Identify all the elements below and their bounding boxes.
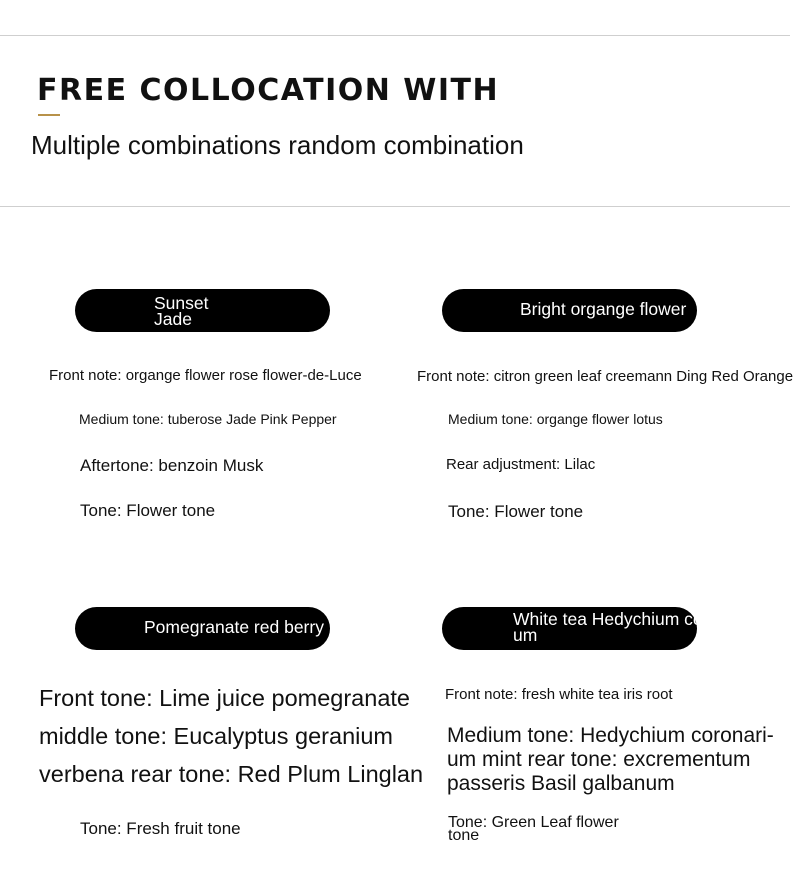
front-note: Front note: citron green leaf creemann Ding Red Orange: [417, 368, 793, 385]
product-name-line: Pomegranate red berry: [144, 617, 324, 637]
section-subtitle: Multiple combinations random combination: [31, 130, 524, 160]
medium-tone: Medium tone: Hedychium coronari-um mint rear tone: excrementum passeris Basil galbanum: [447, 724, 774, 795]
aftertone: Aftertone: benzoin Musk: [80, 456, 264, 475]
product-name-line: White tea Hedychium coronari: [513, 609, 748, 629]
top-divider: [0, 35, 790, 36]
tone: Tone: Fresh fruit tone: [80, 819, 241, 838]
product-name-pill: [442, 289, 697, 332]
product-name-pill: [75, 607, 330, 650]
rear-adjustment: Rear adjustment: Lilac: [446, 456, 596, 473]
front-note: Front note: fresh white tea iris root: [445, 686, 673, 703]
front-tone: Front tone: Lime juice pomegranate middle tone: Eucalyptus geranium verbena rear tone: Red Plum Linglan: [39, 685, 424, 787]
tone: Tone: Green Leaf flower tone: [448, 814, 619, 844]
product-name-line: Bright organge flower: [520, 299, 687, 319]
product-name-line: Jade: [154, 309, 192, 329]
title-accent-line: [38, 114, 60, 116]
product-name-line: Sunset: [154, 293, 209, 313]
front-note: Front note: organge flower rose flower-de-Luce: [49, 367, 362, 384]
product-name-pill: [75, 289, 330, 332]
header-divider: [0, 206, 790, 207]
medium-tone: Medium tone: tuberose Jade Pink Pepper: [79, 411, 337, 427]
tone: Tone: Flower tone: [80, 501, 216, 520]
medium-tone: Medium tone: organge flower lotus: [448, 411, 663, 427]
section-title: FREE COLLOCATION WITH: [37, 73, 500, 108]
tone: Tone: Flower tone: [448, 502, 584, 521]
product-name-line: um: [513, 625, 538, 645]
product-name-pill: [442, 607, 748, 650]
